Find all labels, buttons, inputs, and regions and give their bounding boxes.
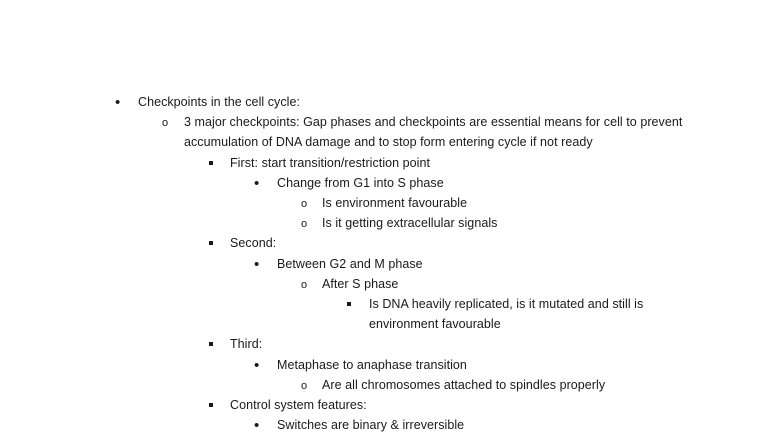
outline-line: Metaphase to anaphase transition (277, 358, 467, 372)
bullet-circle-icon (301, 276, 307, 293)
bullet-disc-icon (115, 94, 120, 110)
outline-line: environment favourable (369, 317, 501, 331)
bullet-circle-icon (162, 114, 168, 131)
bullet-circle-icon (301, 195, 307, 212)
outline-line: Between G2 and M phase (277, 257, 423, 271)
outline-line: Is it getting extracellular signals (322, 216, 498, 230)
outline-line: accumulation of DNA damage and to stop form entering cycle if not ready (184, 135, 593, 149)
bullet-disc-icon (254, 417, 259, 433)
outline-line: Change from G1 into S phase (277, 176, 444, 190)
bullet-circle-icon (301, 377, 307, 394)
bullet-square-icon (209, 397, 213, 413)
bullet-square-icon (209, 155, 213, 171)
bullet-circle-icon (301, 215, 307, 232)
outline-line: After S phase (322, 277, 399, 291)
outline-line: Checkpoints in the cell cycle: (138, 95, 300, 109)
outline-line: Switches are binary & irreversible (277, 418, 465, 432)
bullet-disc-icon (254, 175, 259, 191)
outline-line: Control system features: (230, 398, 367, 412)
outline-line: Is DNA heavily replicated, is it mutated and still is (369, 297, 644, 311)
bullet-disc-icon (254, 357, 259, 373)
bullet-disc-icon (254, 256, 259, 272)
outline-line: Are all chromosomes attached to spindles properly (322, 378, 606, 392)
bullet-square-icon (209, 336, 213, 352)
bullet-square-icon (347, 296, 351, 312)
bullet-square-icon (209, 235, 213, 251)
outline-line: Is environment favourable (322, 196, 468, 210)
outline-line: Second: (230, 236, 277, 250)
outline-line: First: start transition/restriction point (230, 156, 431, 170)
outline-line: 3 major checkpoints: Gap phases and checkpoints are essential means for cell to prevent (184, 115, 683, 129)
outline-line: Third: (230, 337, 263, 351)
